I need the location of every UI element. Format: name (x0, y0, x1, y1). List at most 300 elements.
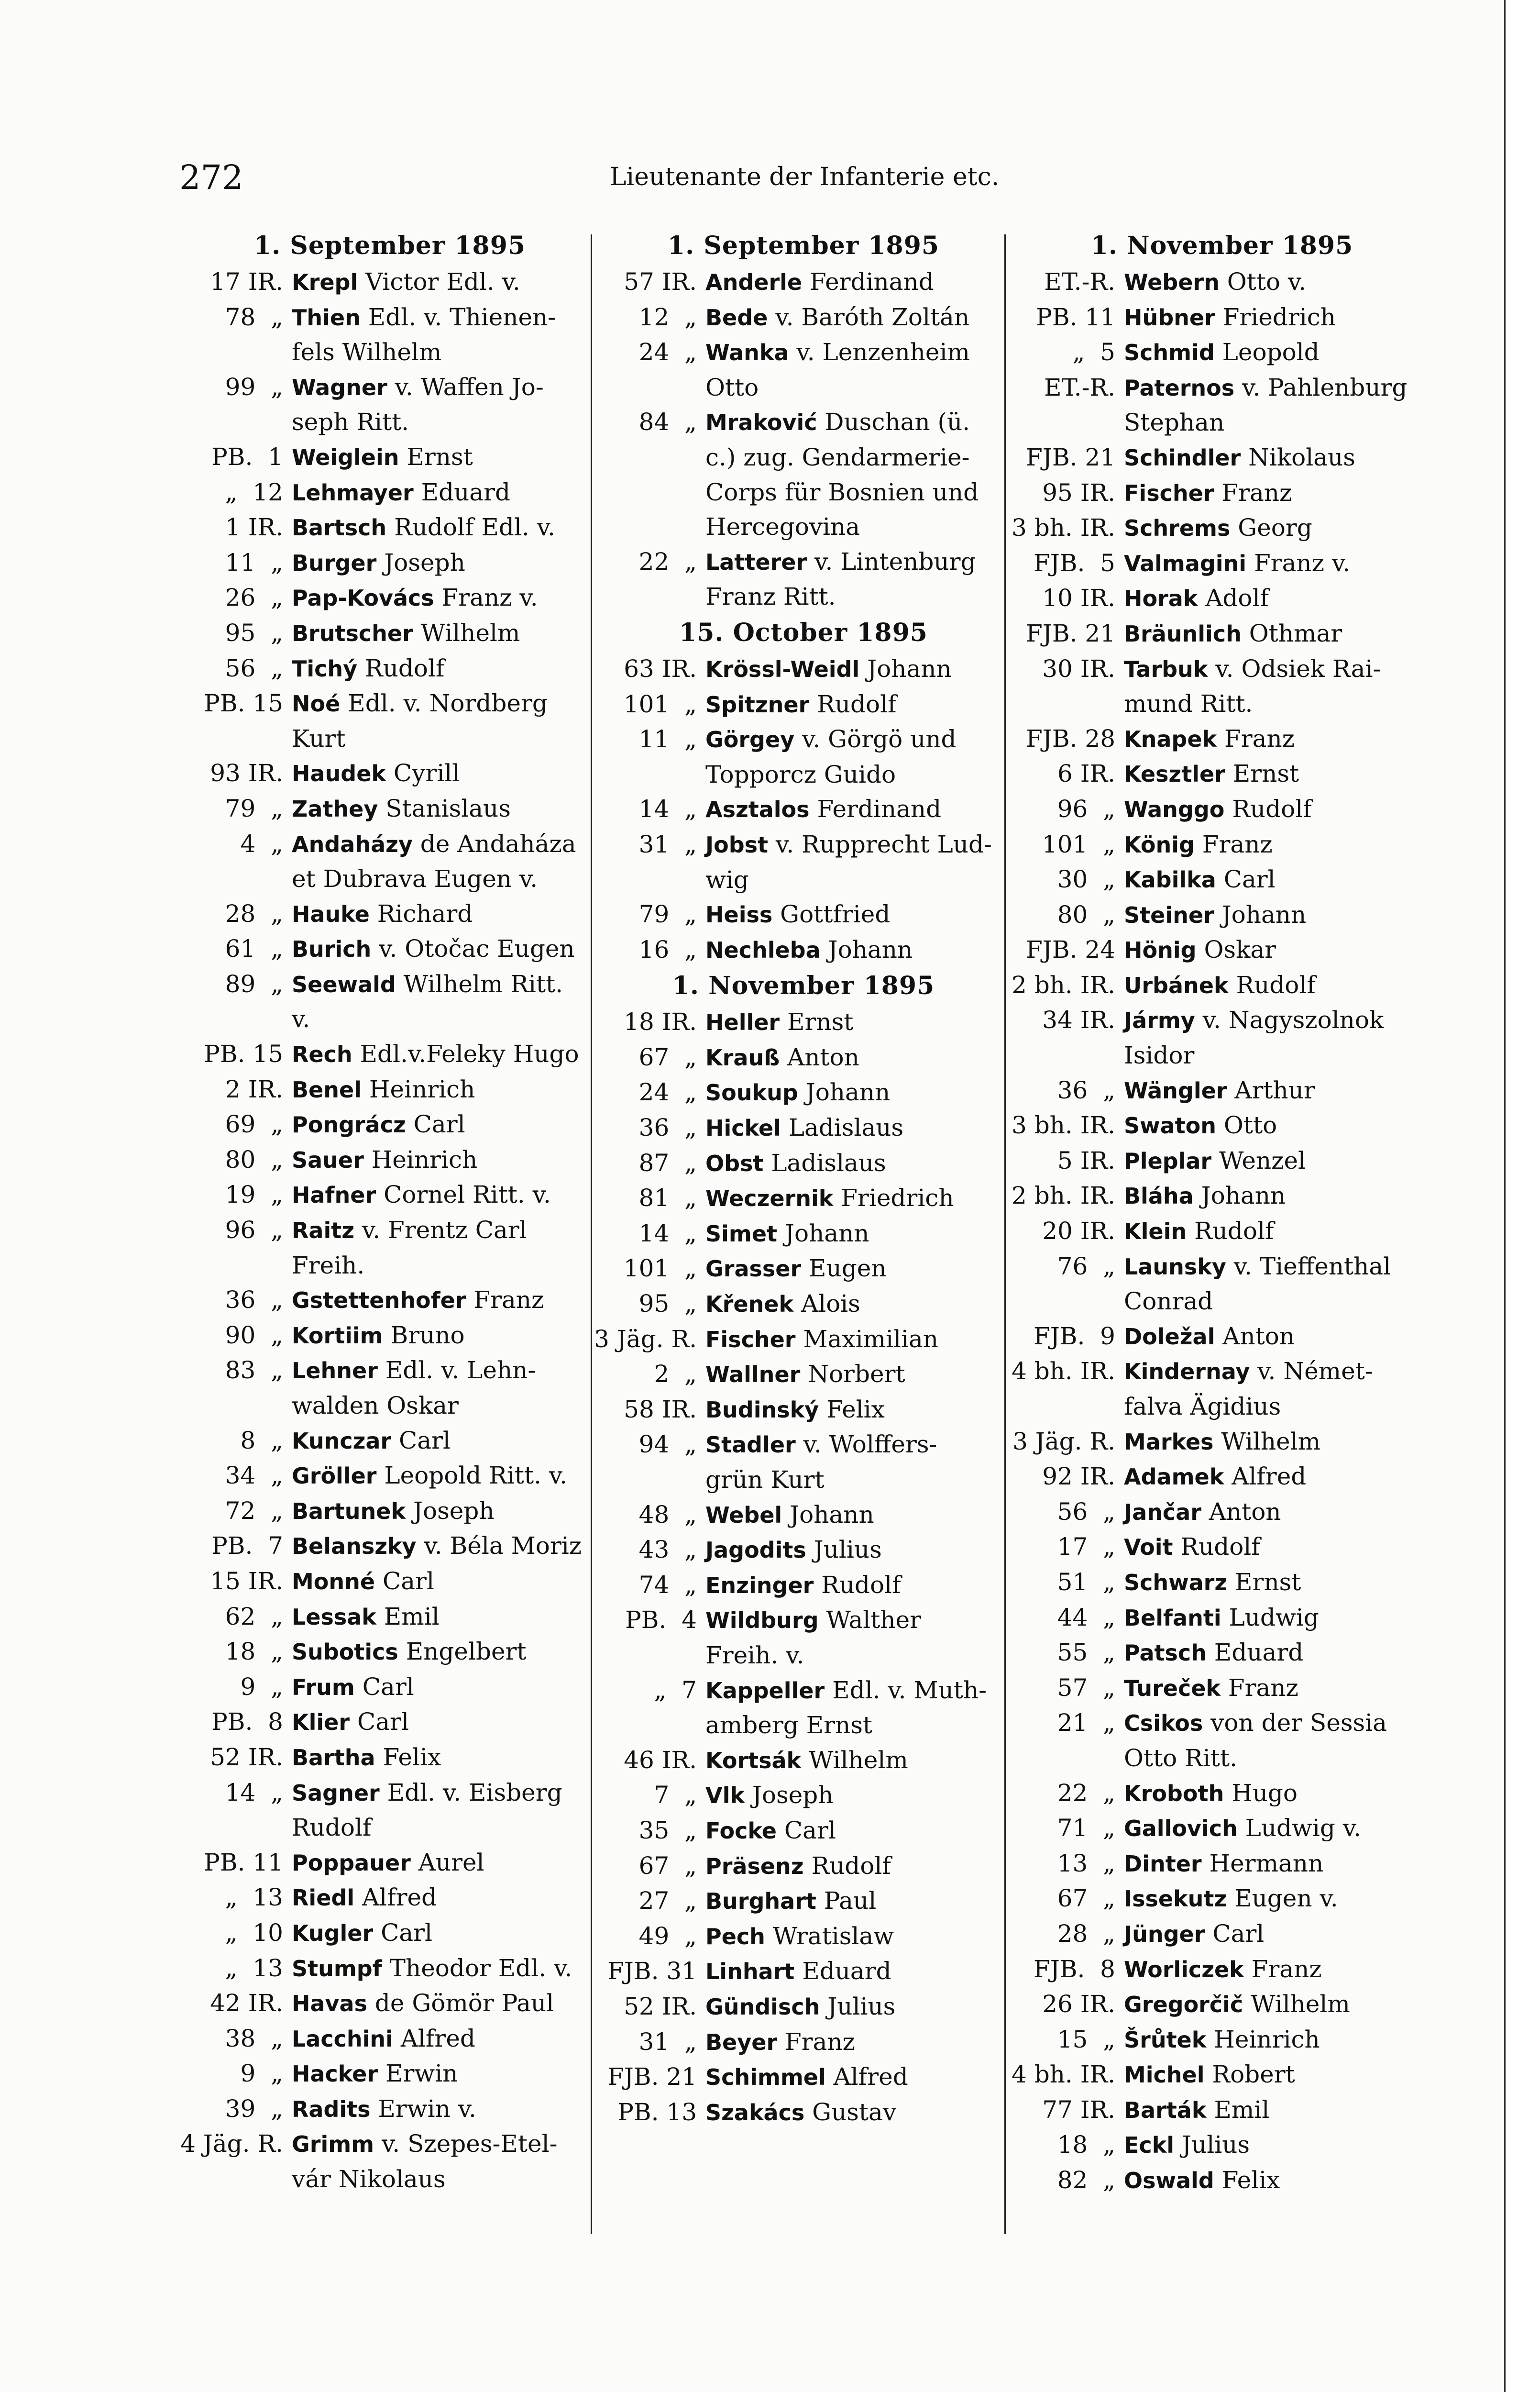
officer-name (705, 2060, 1014, 2095)
roster-entry (179, 1177, 600, 1213)
officer-name (705, 2095, 1014, 2130)
unit-label: PB. 11 (204, 1848, 283, 1876)
unit-label: 36 „ (225, 1286, 283, 1314)
unit-label: 24 „ (638, 338, 697, 366)
surname: Brutscher (292, 620, 413, 646)
roster-entry (593, 652, 1014, 687)
roster-entry (593, 722, 1014, 792)
officer-name (1124, 652, 1432, 721)
unit-label: 94 „ (638, 1430, 697, 1459)
roster-entry (593, 1040, 1014, 1075)
surname: Schimmel (705, 2064, 826, 2091)
officer-name (292, 756, 600, 791)
unit-label: 3 bh. IR. (1012, 1111, 1115, 1140)
officer-name (1124, 756, 1432, 792)
unit-label: „ 5 (1072, 338, 1115, 366)
surname: Kindernay (1124, 1359, 1250, 1385)
officer-name (292, 931, 600, 967)
officer-name (1124, 1214, 1432, 1249)
roster-entry (593, 265, 1014, 300)
roster-entry (179, 1213, 600, 1283)
unit-label: 56 „ (1057, 1497, 1115, 1526)
surname: Urbánek (1124, 972, 1229, 998)
officer-name (1124, 1671, 1432, 1706)
surname: Kroboth (1124, 1780, 1224, 1806)
roster-entry (1012, 1003, 1432, 1073)
roster-entry (1012, 2022, 1432, 2058)
surname: Weczernik (705, 1185, 834, 1212)
officer-name (705, 1075, 1014, 1110)
name-detail: de Gömör Paul (367, 1989, 554, 2017)
name-detail: Leopold (1214, 338, 1320, 366)
surname: Gallovich (1124, 1816, 1238, 1842)
unit-label: 4 „ (240, 830, 283, 858)
roster-entry (593, 2060, 1014, 2095)
roster-entry (593, 1392, 1014, 1428)
officer-name (292, 827, 600, 897)
surname: Tichý (292, 655, 358, 682)
surname: Vlk (705, 1783, 745, 1809)
name-detail: Anton (1201, 1497, 1281, 1526)
name-detail: Edl. v. Eisberg Rudolf (292, 1778, 562, 1842)
surname: Radits (292, 2096, 371, 2122)
officer-name (1124, 1143, 1432, 1179)
roster-entry (593, 1110, 1014, 1146)
name-detail: Cornel Ritt. v. (376, 1181, 551, 1209)
officer-name (705, 1322, 1014, 1357)
roster-entry (179, 265, 600, 300)
name-detail: Johann (859, 654, 952, 683)
officer-name (292, 1705, 600, 1740)
surname: Jobst (705, 831, 769, 858)
unit-label: 89 „ (225, 970, 283, 998)
roster-entry (593, 1532, 1014, 1568)
officer-name (705, 1568, 1014, 1603)
roster-entry (593, 405, 1014, 544)
surname: Gündisch (705, 1993, 820, 2020)
officer-name (705, 1497, 1014, 1533)
name-detail: Wilhelm (1213, 1427, 1321, 1455)
surname: Raitz (292, 1218, 354, 1244)
surname: Klein (1124, 1218, 1187, 1245)
name-detail: Franz (1243, 1955, 1322, 1983)
name-detail: Victor Edl. v. (358, 268, 520, 296)
surname: Soukup (705, 1080, 798, 1106)
surname: Riedl (292, 1885, 355, 1911)
roster-entry (1012, 1214, 1432, 1249)
name-detail: Alfred (825, 2063, 908, 2091)
officer-name (1124, 616, 1432, 652)
surname: Michel (1124, 2062, 1205, 2088)
surname: Subotics (292, 1639, 398, 1665)
surname: Webel (705, 1502, 782, 1528)
roster-entry (179, 686, 600, 756)
surname: Sagner (292, 1780, 380, 1806)
surname: Poppauer (292, 1849, 411, 1876)
name-detail: Ladislaus (763, 1149, 886, 1177)
roster-entry (179, 1564, 600, 1599)
roster-entry (1012, 1178, 1432, 1214)
unit-label: „ 10 (225, 1918, 283, 1947)
unit-label: PB. 1 (211, 443, 283, 471)
name-detail: v. Otočac Eugen (371, 935, 575, 963)
name-detail: Oskar (1196, 936, 1276, 964)
name-detail: Eduard (794, 1957, 891, 1985)
unit-label: 19 „ (225, 1181, 283, 1209)
name-detail: Alfred (393, 2024, 475, 2052)
name-detail: v. Lintenburg Franz Ritt. (705, 547, 976, 611)
surname: Fischer (1124, 480, 1214, 506)
roster-entry (179, 897, 600, 932)
roster-entry (1012, 1459, 1432, 1495)
section-heading: 1. November 1895 (1090, 231, 1353, 260)
surname: Bartunek (292, 1498, 406, 1524)
officer-name (292, 1670, 600, 1705)
surname: Gröller (292, 1463, 377, 1489)
officer-name (292, 1880, 600, 1916)
unit-label: 42 IR. (210, 1989, 283, 2017)
officer-name (1124, 1459, 1432, 1495)
officer-name (292, 1353, 600, 1423)
roster-entry (593, 1357, 1014, 1392)
surname: Noé (292, 691, 341, 717)
unit-label: PB. 11 (1036, 303, 1115, 331)
name-detail: v. Nagyszolnok Isidor (1124, 1006, 1384, 1070)
roster-entry (593, 932, 1014, 968)
surname: Grimm (292, 2131, 374, 2158)
officer-name (292, 1775, 600, 1845)
name-detail: Edl. v. Muth- amberg Ernst (705, 1676, 987, 1739)
officer-name (1124, 1635, 1432, 1671)
officer-name (292, 265, 600, 300)
roster-entry (179, 545, 600, 581)
surname: Burich (292, 936, 372, 963)
roster-entry (179, 2126, 600, 2196)
roster-entry (593, 1849, 1014, 1884)
name-detail: Anton (1215, 1322, 1295, 1350)
unit-label: 26 „ (225, 584, 283, 612)
officer-name (705, 265, 1014, 300)
officer-name (292, 1072, 600, 1107)
surname: Steiner (1124, 902, 1214, 928)
roster-entry (593, 687, 1014, 722)
surname: Frum (292, 1674, 355, 1700)
officer-name (1124, 1565, 1432, 1600)
name-detail: v. Tieffenthal Conrad (1124, 1252, 1391, 1316)
surname: Horak (1124, 586, 1198, 612)
surname: Pech (705, 1923, 765, 1949)
unit-label: 51 „ (1057, 1568, 1115, 1596)
name-detail: Emil (376, 1602, 440, 1630)
roster-entry (1012, 1073, 1432, 1108)
roster-entry (593, 300, 1014, 335)
surname: Bartha (292, 1744, 375, 1771)
name-detail: Carl (350, 1708, 409, 1736)
surname: Krauß (705, 1044, 780, 1071)
name-detail: v. Odsiek Rai- mund Ritt. (1124, 654, 1381, 718)
surname: Mraković (705, 410, 817, 436)
unit-label: 57 „ (1057, 1673, 1115, 1702)
roster-entry (593, 1673, 1014, 1743)
name-detail: v. Waffen Jo- seph Ritt. (292, 373, 544, 436)
unit-label: 36 „ (1057, 1076, 1115, 1104)
name-detail: Ernst (780, 1008, 854, 1036)
roster-entry (179, 1986, 600, 2021)
surname: Budinský (705, 1396, 819, 1423)
roster-entry (179, 1142, 600, 1178)
roster-entry (593, 1989, 1014, 2025)
unit-label: 9 „ (240, 1672, 283, 1701)
surname: Krepl (292, 269, 358, 295)
officer-name (292, 1318, 600, 1353)
name-detail: v. Lenzenheim Otto (705, 338, 970, 401)
unit-label: 48 „ (638, 1500, 697, 1528)
roster-entry (1012, 1565, 1432, 1600)
officer-name (292, 1177, 600, 1213)
name-detail: Wilhelm (413, 619, 520, 647)
officer-name (292, 1423, 600, 1459)
roster-entry (179, 1107, 600, 1142)
officer-name (705, 405, 1014, 544)
roster-entry (1012, 1143, 1432, 1179)
name-detail: Franz v. (434, 584, 538, 612)
officer-name (705, 1216, 1014, 1251)
name-detail: Wenzel (1211, 1146, 1306, 1174)
surname: Schindler (1124, 444, 1241, 471)
roster-entry (179, 967, 600, 1037)
roster-entry (179, 2056, 600, 2092)
surname: König (1124, 831, 1195, 858)
roster-entry (593, 2095, 1014, 2130)
name-detail: Cyrill (386, 759, 460, 787)
roster-entry (1012, 1705, 1432, 1775)
officer-name (1124, 2093, 1432, 2128)
name-detail: Rudolf (1187, 1217, 1274, 1245)
unit-label: 18 „ (1057, 2131, 1115, 2159)
unit-label: 11 „ (225, 548, 283, 576)
roster-entry (593, 1954, 1014, 1989)
surname: Fischer (705, 1326, 796, 1352)
surname: Benel (292, 1076, 362, 1103)
unit-label: FJB. 9 (1034, 1322, 1115, 1350)
surname: Barták (1124, 2097, 1207, 2123)
officer-name (705, 2025, 1014, 2060)
name-detail: Friedrich (1215, 303, 1336, 331)
unit-label: 101 „ (623, 690, 697, 718)
name-detail: Carl (776, 1816, 836, 1844)
name-detail: Carl (373, 1918, 433, 1947)
name-detail: Julius (806, 1536, 882, 1564)
unit-label: 2 „ (654, 1360, 697, 1388)
unit-label: 20 IR. (1042, 1217, 1115, 1245)
name-detail: Edl. v. Thienen- fels Wilhelm (292, 303, 556, 366)
surname: Voit (1124, 1534, 1173, 1561)
roster-entry (593, 1005, 1014, 1040)
surname: Schmid (1124, 340, 1215, 366)
officer-name (705, 1286, 1014, 1322)
unit-label: „ 13 (225, 1883, 283, 1912)
officer-name (705, 932, 1014, 968)
unit-label: 77 IR. (1042, 2095, 1115, 2124)
officer-name (292, 1845, 600, 1881)
roster-entry (179, 1494, 600, 1529)
roster-entry (1012, 897, 1432, 933)
roster-entry (179, 510, 600, 545)
name-detail: Duschan (ü. c.) zug. Gendarmerie- Corps für Bosnien und Hercegovina (705, 408, 979, 541)
unit-label: 93 IR. (210, 759, 283, 787)
roster-entry (593, 1568, 1014, 1603)
surname: Adamek (1124, 1464, 1224, 1490)
name-detail: v. Wolffers- grün Kurt (705, 1430, 937, 1494)
name-detail: Ernst (1225, 760, 1299, 788)
unit-label: 31 „ (638, 2027, 697, 2056)
name-detail: Edl.v.Feleky Hugo (352, 1040, 579, 1068)
name-detail: Heinrich (363, 1145, 478, 1174)
officer-name (1124, 932, 1432, 968)
unit-label: 90 „ (225, 1321, 283, 1349)
unit-label: PB. 4 (625, 1606, 697, 1634)
unit-label: 15 „ (1057, 2025, 1115, 2053)
name-detail: Bruno (383, 1321, 465, 1349)
name-detail: Gottfried (772, 900, 891, 929)
surname: Latterer (705, 549, 807, 575)
unit-label: 3 Jäg. R. (1012, 1427, 1115, 1455)
unit-label: ET.-R. (1044, 373, 1115, 401)
roster-entry (179, 1951, 600, 1986)
officer-name (292, 2021, 600, 2057)
name-detail: v. Frentz Carl Freih. (292, 1216, 527, 1279)
officer-name (1124, 721, 1432, 757)
officer-name (292, 1037, 600, 1072)
roster-entry (1012, 1916, 1432, 1952)
officer-name (705, 1181, 1014, 1216)
roster-entry (1012, 1354, 1432, 1424)
unit-label: 71 „ (1057, 1814, 1115, 1842)
name-detail: Robert (1204, 2060, 1295, 2089)
name-detail: Friedrich (833, 1184, 954, 1212)
surname: Zathey (292, 796, 378, 822)
roster-entry (593, 1181, 1014, 1216)
officer-name (292, 2092, 600, 2127)
surname: Swaton (1124, 1113, 1217, 1139)
roster-entry (179, 931, 600, 967)
unit-label: 4 bh. IR. (1012, 2060, 1115, 2089)
officer-name (1124, 546, 1432, 581)
officer-name (292, 580, 600, 616)
unit-label: 14 „ (638, 795, 697, 823)
officer-name (705, 1427, 1014, 1497)
surname: Hickel (705, 1115, 781, 1141)
name-detail: Eduard (1206, 1639, 1304, 1667)
name-detail: Hugo (1224, 1779, 1298, 1807)
name-detail: Ferdinand (809, 795, 942, 823)
officer-name (705, 1883, 1014, 1919)
roster-entry (179, 1880, 600, 1916)
name-detail: Ladislaus (781, 1114, 904, 1142)
name-detail: Wilhelm (801, 1746, 908, 1774)
officer-name (705, 1040, 1014, 1075)
roster-entry (593, 897, 1014, 932)
roster-entry (179, 1845, 600, 1881)
roster-entry (593, 792, 1014, 827)
surname: Asztalos (705, 797, 810, 823)
surname: Hacker (292, 2061, 378, 2087)
officer-name (1124, 792, 1432, 827)
surname: Beyer (705, 2029, 778, 2055)
name-detail: Eduard (413, 478, 511, 506)
roster-entry (179, 827, 600, 897)
unit-label: 21 „ (1057, 1709, 1115, 1737)
surname: Dinter (1124, 1850, 1202, 1877)
surname: Kortiim (292, 1322, 383, 1349)
unit-label: 28 „ (225, 899, 283, 928)
name-detail: Johann (798, 1078, 891, 1107)
unit-label: 38 „ (225, 2024, 283, 2052)
name-detail: Franz v. (1246, 549, 1351, 577)
roster-entry (179, 616, 600, 651)
unit-label: 52 IR. (624, 1992, 697, 2020)
unit-label: 3 bh. IR. (1012, 514, 1115, 542)
name-detail: Franz (777, 2027, 855, 2056)
roster-entry (1012, 862, 1432, 897)
roster-entry (179, 300, 600, 370)
roster-entry (179, 2021, 600, 2057)
officer-name (1124, 1811, 1432, 1846)
unit-label: 17 „ (1057, 1533, 1115, 1561)
name-detail: Carl (375, 1567, 434, 1595)
name-detail: Julius (820, 1992, 896, 2020)
surname: Jančar (1124, 1499, 1201, 1525)
roster-entry (1012, 300, 1432, 335)
roster-entry (179, 1283, 600, 1318)
column-3 (1012, 227, 1432, 2198)
name-detail: Rudolf (1228, 971, 1316, 999)
name-detail: Leopold Ritt. v. (376, 1462, 568, 1490)
unit-label: 74 „ (638, 1571, 697, 1599)
unit-label: 18 „ (225, 1638, 283, 1666)
officer-name (292, 510, 600, 545)
unit-label: 80 „ (1057, 900, 1115, 929)
surname: Hübner (1124, 304, 1215, 331)
surname: Kappeller (705, 1677, 825, 1704)
name-detail: Julius (1174, 2131, 1250, 2159)
name-detail: Norbert (800, 1360, 905, 1388)
name-detail: Otto (1216, 1111, 1277, 1140)
unit-label: 22 „ (638, 547, 697, 576)
surname: Lessak (292, 1604, 376, 1630)
roster-entry (1012, 1635, 1432, 1671)
unit-label: FJB. 21 (1026, 619, 1115, 647)
unit-label: 34 „ (225, 1462, 283, 1490)
officer-name (292, 1564, 600, 1599)
surname: Kugler (292, 1920, 374, 1946)
surname: Issekutz (1124, 1886, 1227, 1912)
surname: Lacchini (292, 2026, 393, 2052)
officer-name (1124, 1916, 1432, 1952)
officer-name (1124, 1600, 1432, 1636)
officer-name (705, 722, 1014, 792)
roster-entry (1012, 2163, 1432, 2198)
unit-label: 14 „ (225, 1778, 283, 1806)
surname: Hönig (1124, 937, 1197, 963)
officer-name (292, 967, 600, 1037)
surname: Pap-Kovács (292, 585, 434, 611)
roster-entry (593, 1216, 1014, 1251)
section-heading: 1. September 1895 (667, 231, 940, 260)
surname: Szakács (705, 2099, 805, 2126)
unit-label: 30 „ (1057, 865, 1115, 894)
surname: Thien (292, 304, 361, 331)
